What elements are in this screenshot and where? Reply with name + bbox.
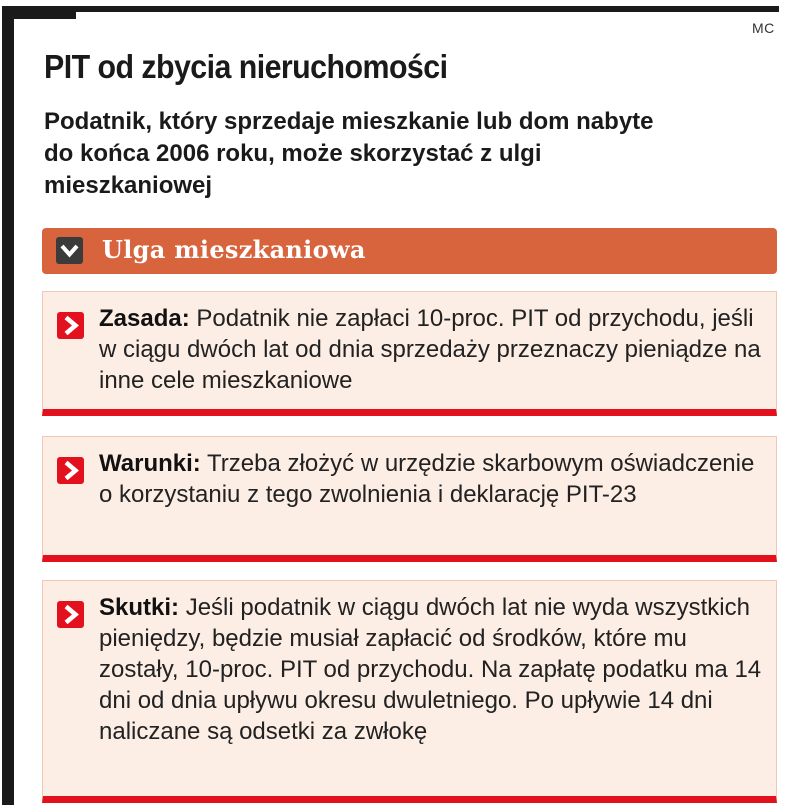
card-body: Jeśli podatnik w ciągu dwóch lat nie wyda wszystkich pieniędzy, będzie musiał zapłacić od środków, które mu zostały, 10-proc. PIT od przychodu. Na zapłatę podatku ma 14 dni od dnia upływu okresu dwuletniego. Po upływie 14 dni naliczane są odsetki za zwłokę bbox=[99, 594, 762, 745]
frame-left-border bbox=[2, 6, 14, 805]
info-card-zasada bbox=[42, 291, 777, 416]
card-label: Skutki: bbox=[99, 594, 180, 621]
page-subtitle: Podatnik, który sprzedaje mieszkanie lub dom nabyte do końca 2006 roku, może skorzystać z ulgi mieszkaniowej bbox=[44, 108, 654, 199]
section-header bbox=[42, 228, 777, 274]
card-label: Zasada: bbox=[99, 305, 190, 332]
page-title: PIT od zbycia nieruchomości bbox=[44, 48, 448, 85]
section-title: Ulga mieszkaniowa bbox=[102, 235, 366, 264]
card-text bbox=[99, 592, 769, 747]
info-card-skutki bbox=[42, 580, 777, 803]
chevron-right-icon bbox=[57, 457, 84, 484]
card-label: Warunki: bbox=[99, 450, 201, 477]
card-body: Podatnik nie zapłaci 10-proc. PIT od przychodu, jeśli w ciągu dwóch lat od dnia sprzedaży przeznaczy pieniądze na inne cele mieszkaniowe bbox=[99, 305, 761, 394]
card-text bbox=[99, 303, 769, 396]
info-card-warunki bbox=[42, 436, 777, 562]
corner-label: MC bbox=[752, 20, 775, 36]
card-body: Trzeba złożyć w urzędzie skarbowym oświadczenie o korzystaniu z tego zwolnienia i deklarację PIT-23 bbox=[99, 450, 755, 508]
chevron-right-icon bbox=[57, 312, 84, 339]
chevron-right-icon bbox=[57, 601, 84, 628]
chevron-down-icon bbox=[56, 237, 83, 264]
card-text bbox=[99, 448, 769, 510]
frame-corner bbox=[2, 6, 76, 19]
frame-top-border bbox=[2, 6, 779, 12]
